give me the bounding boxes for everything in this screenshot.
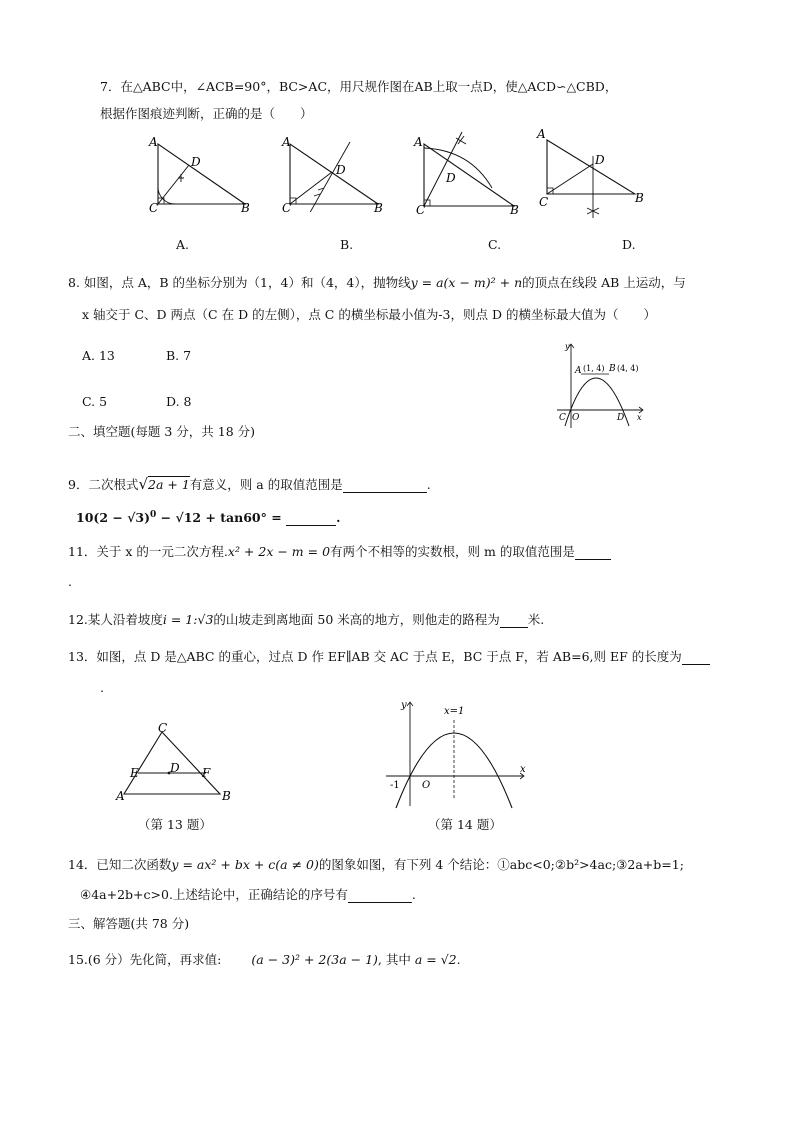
- q10-exp: 0: [150, 510, 157, 520]
- q13-text: 13．如图，点 D 是△ABC 的重心，过点 D 作 EF∥AB 交 AC 于点 E，BC 于点 F，若 AB=6,则 EF 的长度为: [68, 649, 682, 664]
- q14-answer-blank[interactable]: [348, 889, 412, 903]
- q14-line1: [68, 857, 684, 873]
- q12-text-c: 米.: [527, 612, 545, 627]
- q7-line2: 根据作图痕迹判断，正确的是（ ）: [100, 106, 313, 121]
- q9: 9．二次根式√2a + 1有意义，则 a 的取值范围是 .: [68, 475, 431, 493]
- q8-formula: y = a(x − m)² + n: [410, 275, 523, 290]
- q11: [68, 544, 611, 560]
- fig13-caption: （第 13 题）: [138, 817, 212, 832]
- q15: [68, 952, 461, 968]
- q8-graph-d: D: [617, 413, 625, 423]
- q8-graph-x: x: [637, 413, 642, 422]
- q8-choice-a: A. 13: [82, 348, 115, 363]
- fig-a-label-c: C: [149, 201, 159, 212]
- q8-graph-b-coord: (4, 4): [617, 364, 639, 373]
- fig-a-label-b: B: [241, 201, 250, 212]
- q10-end: .: [336, 510, 341, 526]
- q9-radicand: 2a + 1: [148, 477, 190, 492]
- q10-expr-a: (2 − √3): [93, 510, 151, 526]
- q14-line2-text: ④4a+2b+c>0.上述结论中，正确结论的序号有: [80, 887, 348, 902]
- q10: [76, 507, 340, 526]
- q8-graph-o: O: [572, 413, 580, 423]
- fig-c-label-d: D: [446, 171, 456, 185]
- fig-c-label-b: B: [510, 203, 519, 215]
- q12-text-b: 的山坡走到离地面 50 米高的地方，则他走的路程为: [213, 612, 500, 627]
- q7-option-b: B.: [340, 237, 354, 252]
- q8-text-a: 8. 如图，点 A，B 的坐标分别为（1，4）和（4，4），抛物线: [68, 275, 411, 290]
- q12-slope: i = 1:√3: [162, 612, 214, 627]
- fig14-neg1: -1: [390, 780, 400, 791]
- q7-figure-c: [410, 130, 525, 215]
- q9-text-a: 9．二次根式: [68, 477, 139, 492]
- q10-expr-b: − √12 + tan60° =: [156, 510, 282, 526]
- q10-num: 10: [76, 510, 94, 526]
- fig-a-label-d: D: [191, 155, 201, 169]
- q9-text-b: 有意义，则 a 的取值范围是: [189, 477, 343, 492]
- fig13-label-b: B: [222, 789, 231, 803]
- q15-text-a: 15.(6 分）先化简，再求值:: [68, 952, 222, 967]
- fig-d-label-a: A: [537, 128, 546, 141]
- q8-graph-a-coord: (1, 4): [583, 364, 605, 373]
- q7-figure-b: [278, 132, 388, 212]
- q9-end: .: [426, 477, 431, 492]
- q8-choice-c: C. 5: [82, 394, 108, 409]
- q15-expr: (a − 3)² + 2(3a − 1): [251, 952, 378, 967]
- fig-d-label-c: C: [539, 195, 549, 209]
- q10-answer-blank[interactable]: [286, 512, 336, 526]
- q8-graph-y: y: [565, 342, 570, 351]
- fig-b-label-d: D: [336, 163, 346, 177]
- fig-b-label-a: A: [282, 135, 291, 149]
- q13-line1: [68, 649, 710, 665]
- q13-answer-blank[interactable]: [682, 651, 710, 665]
- fig14-parabola: [382, 698, 532, 810]
- fig-c-label-c: C: [416, 203, 426, 215]
- q11-answer-blank[interactable]: [575, 546, 611, 560]
- q14-line2: [80, 887, 416, 903]
- fig14-y: y: [401, 700, 407, 711]
- q8-graph: [555, 340, 650, 430]
- q14-end: .: [411, 887, 416, 902]
- fig-d-label-b: B: [635, 191, 644, 205]
- fig-b-label-c: C: [282, 201, 292, 212]
- fig14-axis-label: x=1: [444, 706, 465, 717]
- fig14-o: O: [422, 780, 431, 791]
- q11-text-a: 11．关于 x 的一元二次方程.: [68, 544, 228, 559]
- q8-graph-b: B: [609, 364, 616, 374]
- fig13-label-d: D: [170, 761, 180, 775]
- q8-choice-d: D. 8: [166, 394, 192, 409]
- fig-c-label-a: A: [414, 135, 423, 149]
- section-2-heading: 二、填空题(每题 3 分，共 18 分): [68, 424, 256, 439]
- fig-a-label-a: A: [149, 135, 158, 149]
- q11-end: .: [68, 574, 72, 589]
- fig13-label-e: E: [130, 766, 139, 780]
- q15-text-b: , 其中: [377, 952, 411, 967]
- q12-text-a: 12.某人沿着坡度: [68, 612, 163, 627]
- q15-value: a = √2.: [414, 952, 461, 967]
- fig13-label-a: A: [116, 789, 125, 803]
- section-3-heading: 三、解答题(共 78 分): [68, 916, 190, 931]
- q12: [68, 612, 544, 628]
- q8-graph-c: C: [559, 413, 566, 423]
- q9-answer-blank[interactable]: [343, 479, 427, 493]
- q8-graph-a: A: [575, 366, 582, 376]
- q7-line1: 7．在△ABC中，∠ACB=90°，BC>AC，用尺规作图在AB上取一点D，使△ACD∽△CBD，: [100, 79, 618, 94]
- q7-option-c: C.: [488, 237, 502, 252]
- q13-end: .: [100, 680, 104, 695]
- q8-choice-b: B. 7: [166, 348, 192, 363]
- fig14-caption: （第 14 题）: [428, 817, 502, 832]
- q7-option-d: D.: [622, 237, 636, 252]
- q14-text-b: 的图象如图，有下列 4 个结论：①abc<0;②b²>4ac;③2a+b=1;: [318, 857, 684, 872]
- fig13-label-c: C: [158, 722, 168, 735]
- q8-line2: x 轴交于 C、D 两点（C 在 D 的左侧），点 C 的横坐标最小值为-3，则点 D 的横坐标最大值为（ ）: [82, 307, 656, 322]
- fig-d-label-d: D: [595, 153, 605, 167]
- q14-fn: y = ax² + bx + c(a ≠ 0): [171, 857, 319, 872]
- q7-figure-a: [145, 132, 255, 212]
- fig13-triangle: [112, 722, 237, 807]
- fig13-label-f: F: [202, 766, 211, 780]
- fig14-x: x: [520, 764, 526, 775]
- q7-figure-d: [535, 128, 650, 220]
- q11-text-b: 有两个不相等的实数根，则 m 的取值范围是: [330, 544, 575, 559]
- q12-answer-blank[interactable]: [500, 614, 528, 628]
- q7-option-a: A.: [176, 237, 190, 252]
- q11-eq: x² + 2x − m = 0: [227, 544, 331, 559]
- fig-b-label-b: B: [374, 201, 383, 212]
- q8-text-b: 的顶点在线段 AB 上运动，与: [522, 275, 686, 290]
- q8-line1: [68, 275, 686, 291]
- q14-text-a: 14．已知二次函数: [68, 857, 172, 872]
